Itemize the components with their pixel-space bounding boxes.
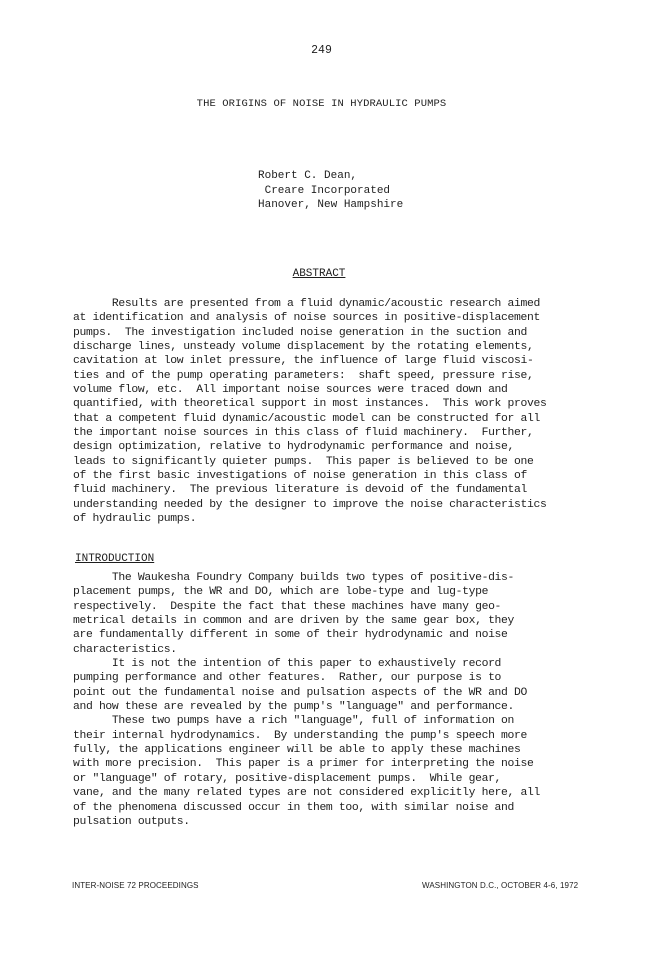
abstract-line: at identification and analysis of noise sources in positive-displacement	[73, 312, 540, 325]
abstract-line: Results are presented from a fluid dynamic/acoustic research aimed	[73, 298, 540, 310]
abstract-line: that a competent fluid dynamic/acoustic model can be constructed for all	[73, 412, 540, 425]
introduction-line: of the phenomena discussed occur in them too, with similar noise and	[73, 801, 515, 814]
introduction-line: or "language" of rotary, positive-displacement pumps. While gear,	[73, 772, 502, 785]
introduction-line: The Waukesha Foundry Company builds two types of positive-dis-	[73, 572, 515, 584]
abstract-line: understanding needed by the designer to improve the noise characteristics	[73, 498, 547, 511]
paper-title: THE ORIGINS OF NOISE IN HYDRAULIC PUMPS	[196, 98, 447, 110]
introduction-line: pumping performance and other features. Rather, our purpose is to	[73, 672, 502, 685]
introduction-line: pulsation outputs.	[73, 815, 190, 828]
author-affiliation: Creare Incorporated	[258, 184, 391, 197]
introduction-line: point out the fundamental noise and pulsation aspects of the WR and DO	[73, 686, 527, 699]
footer-proceedings: INTER-NOISE 72 PROCEEDINGS	[72, 881, 199, 890]
page-number: 249	[311, 44, 332, 57]
introduction-line: and how these are revealed by the pump's "language" and performance.	[73, 701, 515, 714]
abstract-line: ties and of the pump operating parameters: shaft speed, pressure rise,	[73, 369, 534, 382]
abstract-line: volume flow, etc. All important noise sources were traced down and	[73, 384, 508, 397]
introduction-line: fully, the applications engineer will be able to apply these machines	[73, 744, 521, 757]
abstract-line: discharge lines, unsteady volume displacement by the rotating elements,	[73, 341, 534, 354]
abstract-line: quantified, with theoretical support in most instances. This work proves	[73, 398, 547, 411]
introduction-line: These two pumps have a rich "language", full of information on	[73, 715, 515, 728]
footer-location-date: WASHINGTON D.C., OCTOBER 4-6, 1972	[422, 881, 579, 890]
abstract-line: design optimization, relative to hydrodynamic performance and noise,	[73, 441, 515, 454]
introduction-line: with more precision. This paper is a primer for interpreting the noise	[73, 758, 534, 771]
abstract-line: fluid machinery. The previous literature is devoid of the fundamental	[73, 484, 527, 497]
abstract-line: of hydraulic pumps.	[73, 513, 197, 526]
abstract-body	[73, 297, 613, 527]
introduction-line: It is not the intention of this paper to exhaustively record	[73, 658, 502, 671]
abstract-line: leads to significantly quieter pumps. This paper is believed to be one	[73, 455, 534, 468]
introduction-line: characteristics.	[73, 643, 177, 656]
abstract-line: cavitation at low inlet pressure, the influence of large fluid viscosi-	[73, 355, 534, 368]
introduction-heading: INTRODUCTION	[75, 553, 155, 565]
introduction-line: their internal hydrodynamics. By understanding the pump's speech more	[73, 729, 527, 742]
introduction-body	[73, 571, 613, 829]
abstract-line: of the first basic investigations of noise generation in this class of	[73, 470, 527, 483]
introduction-line: respectively. Despite the fact that these machines have many geo-	[73, 600, 502, 613]
author-location: Hanover, New Hampshire	[258, 199, 404, 211]
introduction-line: vane, and the many related types are not considered explicitly here, all	[73, 787, 540, 800]
introduction-line: placement pumps, the WR and DO, which are lobe-type and lug-type	[73, 586, 489, 599]
introduction-line: are fundamentally different in some of their hydrodynamic and noise	[73, 629, 508, 642]
abstract-heading: ABSTRACT	[292, 268, 346, 280]
abstract-line: pumps. The investigation included noise generation in the suction and	[73, 326, 527, 339]
abstract-line: the important noise sources in this class of fluid machinery. Further,	[73, 427, 534, 440]
introduction-line: metrical details in common and are driven by the same gear box, they	[73, 615, 515, 628]
author-block	[258, 169, 403, 213]
author-name: Robert C. Dean,	[258, 170, 358, 182]
